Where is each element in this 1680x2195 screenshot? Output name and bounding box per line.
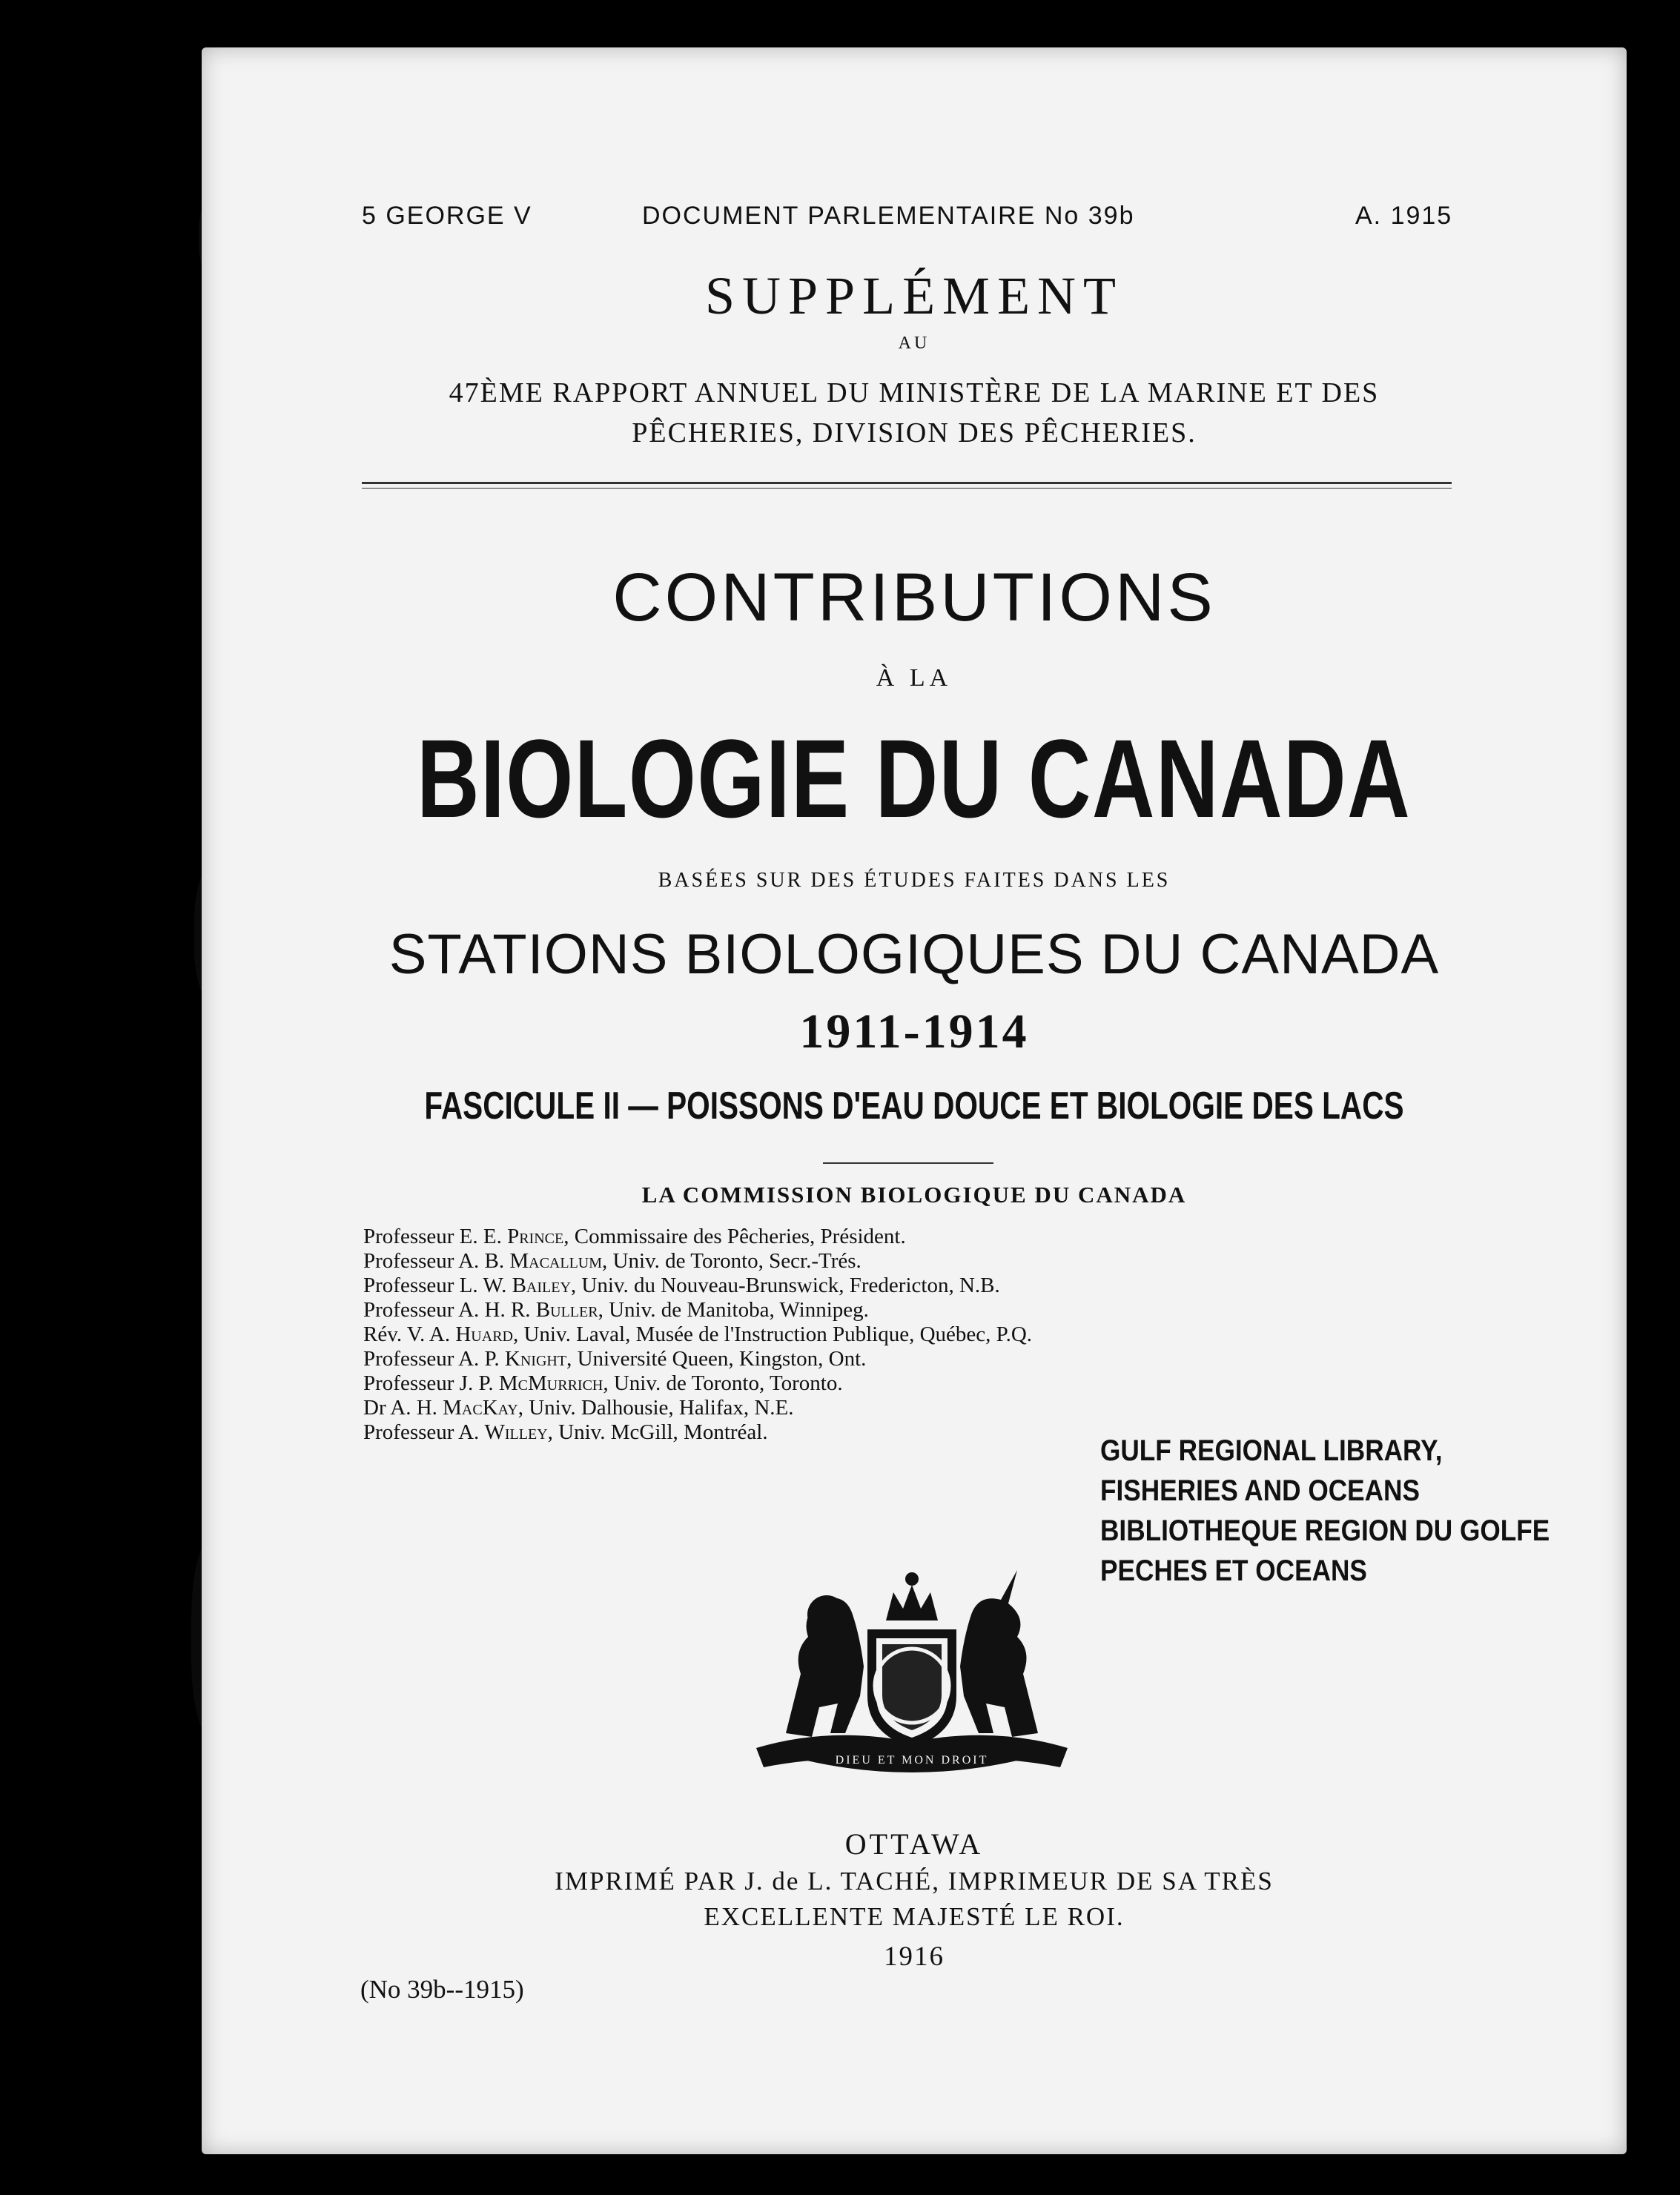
coat-of-arms-motto: DIEU ET MON DROIT: [835, 1754, 989, 1767]
member-detail: , Université Queen, Kingston, Ont.: [566, 1347, 867, 1371]
member-title: Professeur A. P.: [363, 1347, 505, 1371]
member-name: Knight: [504, 1347, 567, 1371]
member-name: Bailey: [512, 1274, 571, 1297]
member-detail: , Commissaire des Pêcheries, Président.: [563, 1225, 906, 1248]
library-stamp: [1100, 1431, 1611, 1591]
member-detail: , Univ. Dalhousie, Halifax, N.E.: [517, 1396, 794, 1420]
document-page: [202, 47, 1627, 2154]
divider-rule: [362, 488, 1452, 489]
supplement-line1: 47ÈME RAPPORT ANNUEL DU MINISTÈRE DE LA MARINE ET DES: [449, 377, 1380, 408]
imprint-year: 1916: [884, 1941, 945, 1972]
member-title: Professeur E. E.: [363, 1225, 508, 1248]
supplement-line2: PÊCHERIES, DIVISION DES PÊCHERIES.: [632, 417, 1197, 448]
header-center: DOCUMENT PARLEMENTAIRE No 39b: [642, 202, 1135, 230]
member-name: McMurrich: [498, 1371, 603, 1395]
commission-member: [363, 1298, 1032, 1322]
stamp-line: PECHES ET OCEANS: [1100, 1555, 1367, 1587]
header-right: A. 1915: [1355, 202, 1453, 230]
member-title: Professeur A. H. R.: [363, 1298, 536, 1322]
supplement-au: AU: [898, 334, 930, 353]
fascicule-heading: FASCICULE II — POISSONS D'EAU DOUCE ET BIOLOGIE DES LACS: [424, 1085, 1404, 1128]
member-name: Prince: [507, 1225, 564, 1248]
member-title: Rév. V. A.: [363, 1322, 456, 1346]
member-detail: , Univ. de Toronto, Toronto.: [603, 1371, 843, 1395]
stations-heading: STATIONS BIOLOGIQUES DU CANADA: [388, 923, 1440, 986]
stamp-line: GULF REGIONAL LIBRARY,: [1100, 1434, 1443, 1467]
member-detail: , Univ. de Toronto, Secr.-Trés.: [602, 1249, 862, 1273]
based-on-text: BASÉES SUR DES ÉTUDES FAITES DANS LES: [658, 869, 1171, 892]
member-title: Professeur L. W.: [363, 1274, 512, 1297]
imprint-line2: EXCELLENTE MAJESTÉ LE ROI.: [704, 1902, 1125, 1931]
imprint-city: OTTAWA: [844, 1827, 984, 1861]
member-detail: , Univ. Laval, Musée de l'Instruction Publique, Québec, P.Q.: [512, 1322, 1033, 1346]
doc-number: (No 39b--1915): [360, 1975, 524, 2004]
commission-member: [363, 1396, 1032, 1420]
commission-member: [363, 1371, 1032, 1396]
member-name: MacKay: [443, 1396, 518, 1420]
stamp-line: FISHERIES AND OCEANS: [1100, 1474, 1420, 1507]
commission-member: [363, 1249, 1032, 1274]
imprint-line1: IMPRIMÉ PAR J. de L. TACHÉ, IMPRIMEUR DE SA TRÈS: [555, 1867, 1274, 1896]
member-detail: , Univ. McGill, Montréal.: [547, 1420, 768, 1444]
header-left: 5 GEORGE V: [362, 202, 532, 230]
member-title: Professeur A.: [363, 1420, 485, 1444]
member-name: Macallum: [509, 1249, 603, 1273]
supplement-title: SUPPLÉMENT: [704, 266, 1124, 325]
main-title: BIOLOGIE DU CANADA: [417, 716, 1412, 841]
royal-coat-of-arms-icon: [741, 1548, 1082, 1785]
commission-member-list: [363, 1225, 1032, 1445]
a-la-text: À LA: [876, 664, 953, 692]
commission-member: [363, 1225, 1032, 1249]
commission-member: [363, 1420, 1032, 1445]
member-name: Buller: [535, 1298, 598, 1322]
member-detail: , Univ. de Manitoba, Winnipeg.: [598, 1298, 869, 1322]
member-title: Dr A. H.: [363, 1396, 443, 1420]
contributions-heading: CONTRIBUTIONS: [612, 560, 1216, 635]
commission-member: [363, 1322, 1032, 1347]
member-title: Professeur J. P.: [363, 1371, 499, 1395]
stamp-line: BIBLIOTHEQUE REGION DU GOLFE: [1100, 1514, 1550, 1547]
member-title: Professeur A. B.: [363, 1249, 510, 1273]
short-rule: [823, 1162, 993, 1164]
commission-heading: LA COMMISSION BIOLOGIQUE DU CANADA: [641, 1182, 1187, 1208]
divider-rule: [362, 482, 1452, 484]
member-detail: , Univ. du Nouveau-Brunswick, Fredericton, N.B.: [570, 1274, 1000, 1297]
member-name: Huard: [455, 1322, 513, 1346]
years-heading: 1911-1914: [799, 1004, 1029, 1059]
commission-member: [363, 1274, 1032, 1298]
member-name: Willey: [484, 1420, 548, 1444]
commission-member: [363, 1347, 1032, 1371]
